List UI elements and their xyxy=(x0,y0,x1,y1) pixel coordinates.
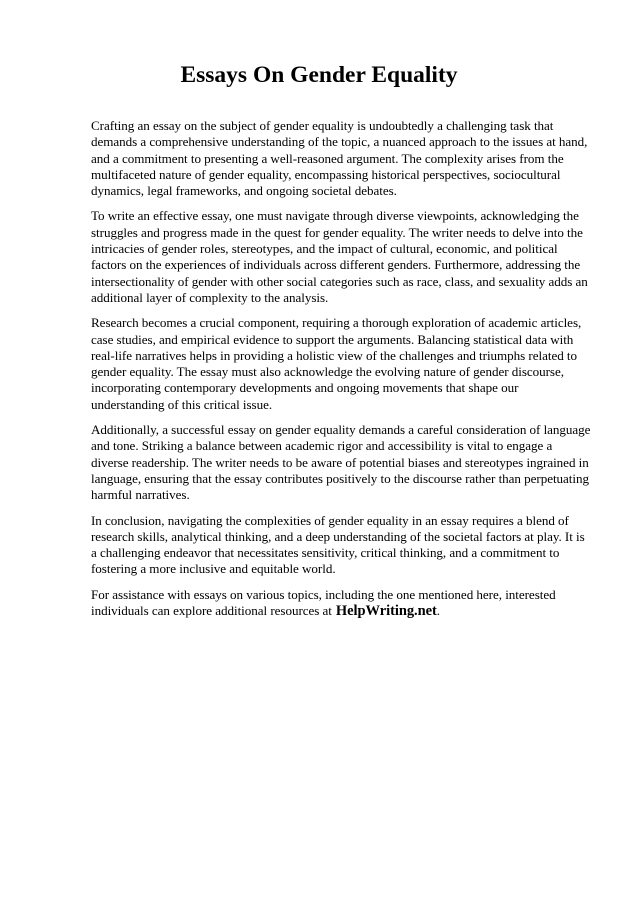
paragraph-2: To write an effective essay, one must navigate through diverse viewpoints, acknowledging the struggles and progress made in the quest for gender equality. The writer needs to delve into the intricacies of gender roles, stereotypes, and the impact of cultural, economic, and political factors on the experiences of individuals across different genders. Furthermore, addressing the intersectionality of gender with other social categories such as race, class, and sexuality adds an additional layer of complexity to the analysis. xyxy=(91,208,588,305)
essay-body xyxy=(91,118,591,628)
paragraph-1: Crafting an essay on the subject of gender equality is undoubtedly a challenging task that demands a comprehensive understanding of the topic, a nuanced approach to the issues at hand, and a commitment to presenting a well-reasoned argument. The complexity arises from the multifaceted nature of gender equality, encompassing historical perspectives, sociocultural dynamics, legal frameworks, and ongoing societal debates. xyxy=(91,118,588,199)
paragraph-3: Research becomes a crucial component, requiring a thorough exploration of academic articles, case studies, and empirical evidence to support the arguments. Balancing statistical data with real-life narratives helps in providing a holistic view of the challenges and triumphs related to gender equality. The essay must also acknowledge the evolving nature of gender discourse, incorporating contemporary developments and ongoing movements that shape our understanding of this critical issue. xyxy=(91,315,582,412)
closing-paragraph xyxy=(91,587,591,620)
page-title: Essays On Gender Equality xyxy=(180,62,458,88)
paragraph-5: In conclusion, navigating the complexities of gender equality in an essay requires a blend of research skills, analytical thinking, and a deep understanding of the societal factors at play. It is a challenging endeavor that necessitates sensitivity, critical thinking, and a commitment to fostering a more inclusive and equitable world. xyxy=(91,512,585,577)
paragraph-4: Additionally, a successful essay on gender equality demands a careful consideration of language and tone. Striking a balance between academic rigor and accessibility is vital to engage a diverse readership. The writer needs to be aware of potential biases and stereotypes ingrained in language, ensuring that the essay contributes positively to the discourse rather than perpetuating harmful narratives. xyxy=(91,422,591,503)
closing-text: For assistance with essays on various topics, including the one mentioned here, interested individuals can explore additional resources at xyxy=(91,586,556,619)
helpwriting-link[interactable]: HelpWriting.net xyxy=(335,603,437,620)
closing-punctuation: . xyxy=(436,603,441,619)
